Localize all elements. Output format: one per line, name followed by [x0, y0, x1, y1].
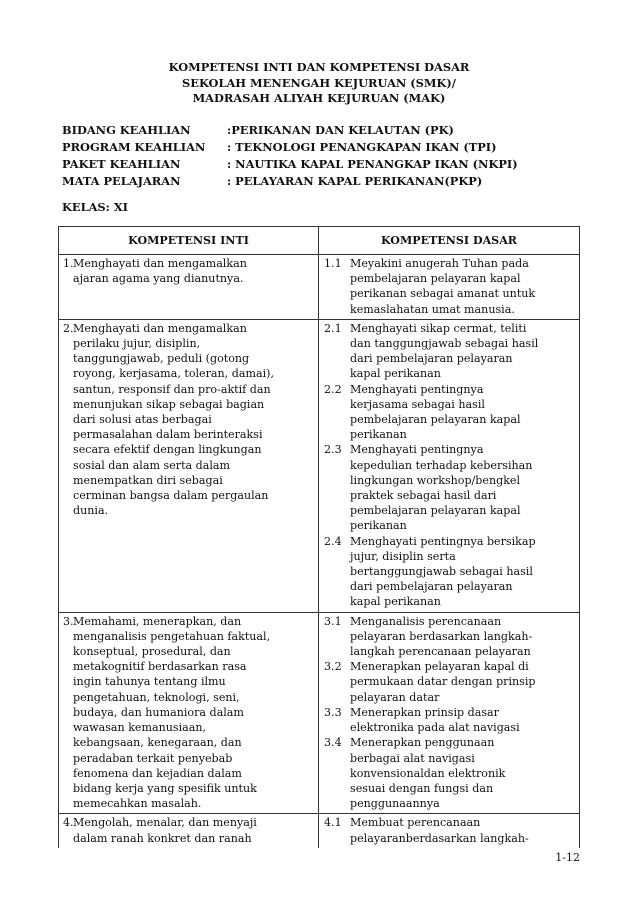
- ki-number: 1.: [63, 257, 74, 270]
- text-line: pelayaranberdasarkan langkah-: [350, 831, 529, 845]
- text-line: tanggungjawab, peduli (gotong: [73, 352, 250, 366]
- text-line: Menghayati dan mengamalkan: [73, 321, 247, 335]
- kd-item: [323, 659, 575, 705]
- text-line: kerjasama sebagai hasil: [350, 397, 485, 411]
- kd-item: [323, 256, 575, 317]
- table-body: [59, 255, 580, 848]
- kd-number: 2.4: [324, 534, 342, 548]
- text-line: Menghayati pentingnya bersikap: [350, 534, 536, 548]
- kompetensi-dasar-cell: [319, 814, 580, 848]
- kd-number: 3.2: [324, 660, 342, 674]
- text-line: permasalahan dalam berinteraksi: [73, 428, 263, 442]
- kd-text: [350, 614, 575, 660]
- text-line: bertanggungjawab sebagai hasil: [350, 565, 533, 579]
- kelas-label: KELAS: XI: [62, 200, 128, 214]
- kd-number: 3.1: [324, 614, 342, 628]
- page-number: 1-12: [555, 851, 580, 864]
- text-line: kebangsaan, kenegaraan, dan: [73, 736, 242, 750]
- ki-text: [73, 614, 314, 812]
- meta-value: :PERIKANAN DAN KELAUTAN (PK): [227, 123, 454, 137]
- kd-item: [323, 442, 575, 533]
- kd-number: 2.1: [324, 321, 342, 335]
- kd-text: [350, 534, 575, 610]
- ki-text: [73, 815, 314, 845]
- table-header-row: [59, 227, 580, 255]
- text-line: Menerapkan penggunaan: [350, 736, 495, 750]
- text-line: kapal perikanan: [350, 367, 441, 381]
- meta-row-program: [62, 139, 518, 156]
- ki-number: 3.: [63, 614, 74, 628]
- table-row: [59, 255, 580, 320]
- ki-number: 2.: [63, 321, 74, 335]
- text-line: Menganalisis perencanaan: [350, 614, 502, 628]
- text-line: ingin tahunya tentang ilmu: [73, 675, 226, 689]
- text-line: penggunaannya: [350, 797, 440, 811]
- text-line: dari pembelajaran pelayaran: [350, 352, 513, 366]
- kd-item: [323, 614, 575, 660]
- kompetensi-dasar-cell: [319, 255, 580, 320]
- text-line: pembelajaran pelayaran kapal: [350, 272, 521, 286]
- text-line: Menerapkan pelayaran kapal di: [350, 660, 529, 674]
- kd-item: [323, 321, 575, 382]
- text-line: konseptual, prosedural, dan: [73, 645, 231, 659]
- kd-text: [350, 256, 575, 317]
- competency-table: [58, 226, 580, 848]
- text-line: dalam ranah konkret dan ranah: [73, 831, 252, 845]
- text-line: langkah perencanaan pelayaran: [350, 645, 531, 659]
- text-line: sosial dan alam serta dalam: [73, 458, 231, 472]
- ki-item: [63, 256, 314, 286]
- meta-value: : TEKNOLOGI PENANGKAPAN IKAN (TPI): [227, 140, 497, 154]
- meta-row-paket: [62, 156, 518, 173]
- text-line: ajaran agama yang dianutnya.: [73, 272, 244, 286]
- kompetensi-dasar-cell: [319, 612, 580, 814]
- text-line: pembelajaran pelayaran kapal: [350, 413, 521, 427]
- text-line: jujur, disiplin serta: [350, 549, 456, 563]
- text-line: dunia.: [73, 504, 109, 518]
- table-row: [59, 814, 580, 848]
- kd-item: [323, 705, 575, 735]
- text-line: Memahami, menerapkan, dan: [73, 614, 242, 628]
- text-line: cerminan bangsa dalam pergaulan: [73, 489, 269, 503]
- kd-number: 3.4: [324, 736, 342, 750]
- text-line: sesuai dengan fungsi dan: [350, 781, 494, 795]
- text-line: pembelajaran pelayaran kapal: [350, 504, 521, 518]
- kd-text: [350, 382, 575, 443]
- document-title: [0, 60, 638, 107]
- text-line: Menghayati dan mengamalkan: [73, 257, 247, 270]
- meta-value: : NAUTIKA KAPAL PENANGKAP IKAN (NKPI): [227, 157, 518, 171]
- header-kompetensi-dasar: KOMPETENSI DASAR: [319, 227, 580, 255]
- kd-text: [350, 321, 575, 382]
- text-line: pengetahuan, teknologi, seni,: [73, 690, 240, 704]
- text-line: menempatkan diri sebagai: [73, 473, 223, 487]
- kd-number: 1.1: [324, 257, 342, 270]
- text-line: Menerapkan prinsip dasar: [350, 705, 499, 719]
- text-line: dari pembelajaran pelayaran: [350, 580, 513, 594]
- meta-row-mapel: [62, 173, 518, 190]
- text-line: permukaan datar dengan prinsip: [350, 675, 536, 689]
- kd-text: [350, 442, 575, 533]
- text-line: dan tanggungjawab sebagai hasil: [350, 337, 539, 351]
- header-kompetensi-inti: KOMPETENSI INTI: [59, 227, 319, 255]
- text-line: perikanan sebagai amanat untuk: [350, 287, 536, 301]
- ki-item: [63, 321, 314, 519]
- text-line: Meyakini anugerah Tuhan pada: [350, 257, 529, 270]
- program-info: [62, 122, 518, 190]
- text-line: wawasan kemanusiaan,: [73, 721, 207, 735]
- meta-label: MATA PELAJARAN: [62, 174, 181, 188]
- text-line: perikanan: [350, 519, 407, 533]
- text-line: Mengolah, menalar, dan menyaji: [73, 816, 257, 830]
- text-line: secara efektif dengan lingkungan: [73, 443, 262, 457]
- text-line: bidang kerja yang spesifik untuk: [73, 781, 257, 795]
- ki-item: [63, 815, 314, 845]
- text-line: peradaban terkait penyebab: [73, 751, 233, 765]
- text-line: menganalisis pengetahuan faktual,: [73, 629, 271, 643]
- ki-item: [63, 614, 314, 812]
- text-line: Menghayati pentingnya: [350, 443, 484, 457]
- title-line: KOMPETENSI INTI DAN KOMPETENSI DASAR: [168, 60, 470, 74]
- text-line: santun, responsif dan pro-aktif dan: [73, 382, 271, 396]
- kd-text: [350, 705, 575, 735]
- text-line: kapal perikanan: [350, 595, 441, 609]
- kd-number: 2.2: [324, 382, 342, 396]
- meta-label: BIDANG KEAHLIAN: [62, 123, 191, 137]
- kompetensi-inti-cell: [59, 814, 319, 848]
- text-line: konvensionaldan elektronik: [350, 766, 506, 780]
- text-line: praktek sebagai hasil dari: [350, 489, 497, 503]
- meta-value: : PELAYARAN KAPAL PERIKANAN(PKP): [227, 174, 483, 188]
- text-line: pelayaran berdasarkan langkah-: [350, 629, 533, 643]
- text-line: Membuat perencanaan: [350, 816, 481, 830]
- kd-item: [323, 735, 575, 811]
- table-row: [59, 612, 580, 814]
- kd-item: [323, 534, 575, 610]
- kd-number: 3.3: [324, 705, 342, 719]
- kompetensi-dasar-cell: [319, 319, 580, 612]
- text-line: menunjukan sikap sebagai bagian: [73, 397, 265, 411]
- text-line: memecahkan masalah.: [73, 797, 202, 811]
- text-line: berbagai alat navigasi: [350, 751, 475, 765]
- text-line: perilaku jujur, disiplin,: [73, 337, 201, 351]
- text-line: budaya, dan humaniora dalam: [73, 705, 244, 719]
- text-line: perikanan: [350, 428, 407, 442]
- text-line: Menghayati sikap cermat, teliti: [350, 321, 527, 335]
- kd-text: [350, 735, 575, 811]
- text-line: royong, kerjasama, toleran, damai),: [73, 367, 274, 381]
- kd-item: [323, 815, 575, 845]
- title-line: SEKOLAH MENENGAH KEJURUAN (SMK)/: [182, 75, 456, 90]
- kd-text: [350, 815, 575, 845]
- text-line: fenomena dan kejadian dalam: [73, 766, 242, 780]
- ki-text: [73, 321, 314, 519]
- text-line: dari solusi atas berbagai: [73, 413, 212, 427]
- meta-row-bidang: [62, 122, 518, 139]
- title-line: MADRASAH ALIYAH KEJURUAN (MAK): [192, 91, 446, 105]
- meta-label: PROGRAM KEAHLIAN: [62, 140, 206, 154]
- text-line: kepedulian terhadap kebersihan: [350, 458, 533, 472]
- text-line: elektronika pada alat navigasi: [350, 721, 520, 735]
- text-line: kemaslahatan umat manusia.: [350, 302, 515, 316]
- text-line: lingkungan workshop/bengkel: [350, 473, 521, 487]
- text-line: pelayaran datar: [350, 690, 440, 704]
- kompetensi-inti-cell: [59, 319, 319, 612]
- kompetensi-inti-cell: [59, 612, 319, 814]
- meta-label: PAKET KEAHLIAN: [62, 157, 181, 171]
- table-row: [59, 319, 580, 612]
- ki-number: 4.: [63, 816, 74, 830]
- text-line: metakognitif berdasarkan rasa: [73, 660, 247, 674]
- kd-number: 4.1: [324, 816, 342, 830]
- kd-text: [350, 659, 575, 705]
- kd-item: [323, 382, 575, 443]
- kd-number: 2.3: [324, 443, 342, 457]
- text-line: Menghayati pentingnya: [350, 382, 484, 396]
- ki-text: [73, 256, 314, 286]
- kompetensi-inti-cell: [59, 255, 319, 320]
